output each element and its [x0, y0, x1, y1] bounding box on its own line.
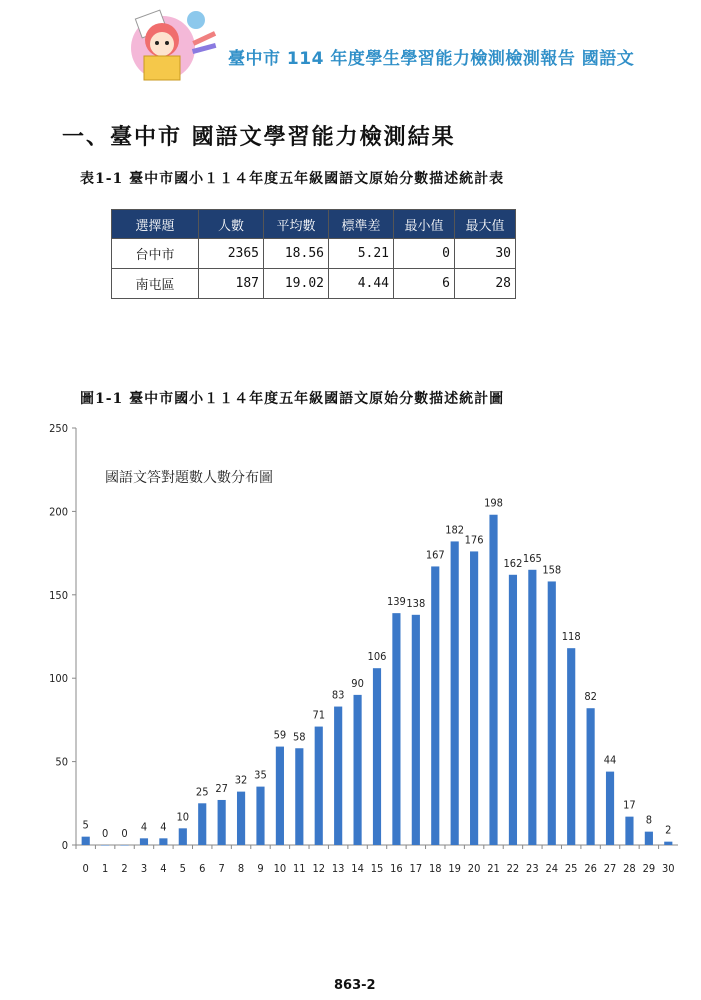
table-cell: 28: [455, 269, 516, 299]
bar: [198, 803, 206, 845]
data-label: 4: [140, 820, 148, 834]
bar: [276, 747, 284, 845]
data-label: 5: [82, 818, 89, 832]
x-tick-label: 20: [467, 862, 481, 875]
bar: [295, 748, 303, 845]
x-tick-label: 5: [179, 862, 186, 875]
bar: [664, 842, 672, 845]
figure-caption: 圖1-1 臺中市國小１１４年度五年級國語文原始分數描述統計圖: [80, 391, 505, 407]
bar: [354, 695, 362, 845]
data-label: 158: [542, 563, 562, 577]
data-label: 4: [160, 820, 167, 834]
x-tick-label: 16: [390, 862, 403, 875]
table-header-row: [112, 210, 516, 239]
x-tick-label: 9: [257, 862, 264, 875]
student-reading-logo: [118, 6, 228, 84]
x-tick-label: 6: [199, 862, 206, 875]
table-cell: 2365: [199, 239, 264, 269]
y-tick-label: 100: [49, 672, 68, 686]
data-label: 165: [522, 551, 542, 565]
x-tick-label: 27: [603, 862, 617, 875]
bar: [120, 845, 128, 846]
data-label: 138: [406, 596, 426, 610]
table-row: [112, 239, 516, 269]
column-header: 最大值: [455, 210, 516, 239]
data-label: 32: [234, 773, 248, 787]
data-label: 59: [273, 728, 287, 742]
bar: [509, 575, 517, 845]
x-tick-label: 23: [526, 862, 539, 875]
bar: [392, 613, 400, 845]
x-tick-label: 1: [101, 862, 109, 875]
score-distribution-chart: [0, 415, 701, 885]
bar: [528, 570, 536, 845]
x-tick-label: 26: [584, 862, 597, 875]
x-tick-label: 8: [237, 862, 245, 875]
bar: [179, 828, 187, 845]
data-label: 0: [101, 827, 109, 840]
y-tick-label: 0: [61, 839, 68, 852]
data-label: 176: [464, 533, 484, 547]
bar: [451, 541, 459, 845]
data-label: 10: [176, 810, 190, 824]
data-label: 2: [665, 823, 672, 837]
data-label: 162: [503, 556, 523, 570]
column-header: 最小值: [394, 210, 455, 239]
x-tick-label: 30: [661, 862, 675, 875]
bar: [489, 515, 497, 845]
data-label: 182: [445, 523, 465, 537]
bar: [606, 772, 614, 845]
bar: [140, 838, 148, 845]
table-cell: 30: [455, 239, 516, 269]
descriptive-stats-table: [111, 209, 516, 299]
data-label: 106: [367, 650, 387, 664]
data-label: 90: [351, 676, 364, 690]
x-tick-label: 24: [545, 862, 559, 875]
bar: [470, 551, 478, 845]
data-label: 139: [386, 595, 406, 609]
data-label: 17: [623, 798, 636, 812]
table-cell: 台中市: [112, 239, 199, 269]
table-cell: 4.44: [329, 269, 394, 299]
bar: [567, 648, 575, 845]
column-header: 人數: [199, 210, 264, 239]
x-tick-label: 13: [331, 862, 345, 875]
y-tick-label: 50: [55, 755, 68, 769]
bar: [373, 668, 381, 845]
x-tick-label: 25: [564, 862, 578, 875]
y-tick-label: 250: [49, 422, 68, 435]
table-caption: 表1-1 臺中市國小１１４年度五年級國語文原始分數描述統計表: [80, 171, 505, 187]
table-cell: 0: [394, 239, 455, 269]
table-row: [112, 269, 516, 299]
bar: [256, 787, 264, 845]
x-tick-label: 2: [121, 862, 128, 875]
x-tick-label: 10: [273, 862, 287, 875]
x-tick-label: 17: [409, 862, 423, 875]
x-tick-label: 18: [428, 862, 442, 875]
data-label: 0: [121, 827, 128, 840]
bar: [645, 832, 653, 845]
bar: [237, 792, 245, 845]
table-cell: 187: [199, 269, 264, 299]
data-label: 82: [584, 690, 597, 704]
data-label: 44: [603, 753, 617, 767]
bar: [412, 615, 420, 845]
column-header: 平均數: [264, 210, 329, 239]
data-label: 71: [312, 708, 326, 722]
chart-title: 國語文答對題數人數分布圖: [105, 470, 273, 486]
x-tick-label: 19: [448, 862, 461, 875]
x-tick-label: 15: [370, 862, 384, 875]
bar: [218, 800, 226, 845]
data-label: 167: [425, 548, 445, 562]
page-number: 863-2: [334, 978, 376, 993]
x-tick-label: 4: [160, 862, 167, 875]
x-tick-label: 22: [506, 862, 520, 875]
x-tick-label: 28: [623, 862, 636, 875]
data-label: 25: [195, 785, 209, 799]
bar: [625, 817, 633, 845]
bar: [82, 837, 90, 845]
table-cell: 6: [394, 269, 455, 299]
x-tick-label: 14: [351, 862, 364, 875]
bar: [315, 727, 323, 845]
data-label: 118: [561, 630, 581, 644]
table-cell: 18.56: [264, 239, 329, 269]
x-tick-label: 7: [218, 862, 225, 875]
x-tick-label: 29: [642, 862, 656, 875]
data-label: 27: [215, 781, 228, 795]
x-tick-label: 0: [82, 862, 89, 875]
data-label: 58: [293, 730, 306, 744]
y-tick-label: 150: [49, 588, 68, 602]
data-label: 35: [254, 768, 267, 782]
table-cell: 南屯區: [112, 269, 199, 299]
report-header-title: 臺中市 114 年度學生學習能力檢測檢測報告 國語文: [228, 49, 635, 69]
column-header: 標準差: [329, 210, 394, 239]
table-cell: 19.02: [264, 269, 329, 299]
column-header: 選擇題: [112, 210, 199, 239]
y-tick-label: 200: [49, 505, 68, 519]
bar: [587, 708, 595, 845]
bar: [431, 566, 439, 845]
bar: [334, 707, 342, 845]
bar: [548, 581, 556, 845]
section-title: 一、臺中市 國語文學習能力檢測結果: [62, 124, 456, 150]
data-label: 83: [331, 688, 345, 702]
bar: [101, 845, 109, 846]
table-cell: 5.21: [329, 239, 394, 269]
x-tick-label: 21: [487, 862, 500, 875]
x-tick-label: 11: [293, 862, 306, 875]
bar: [159, 838, 167, 845]
x-tick-label: 12: [312, 862, 326, 875]
data-label: 198: [484, 496, 503, 510]
x-tick-label: 3: [140, 862, 148, 875]
data-label: 8: [645, 813, 653, 827]
